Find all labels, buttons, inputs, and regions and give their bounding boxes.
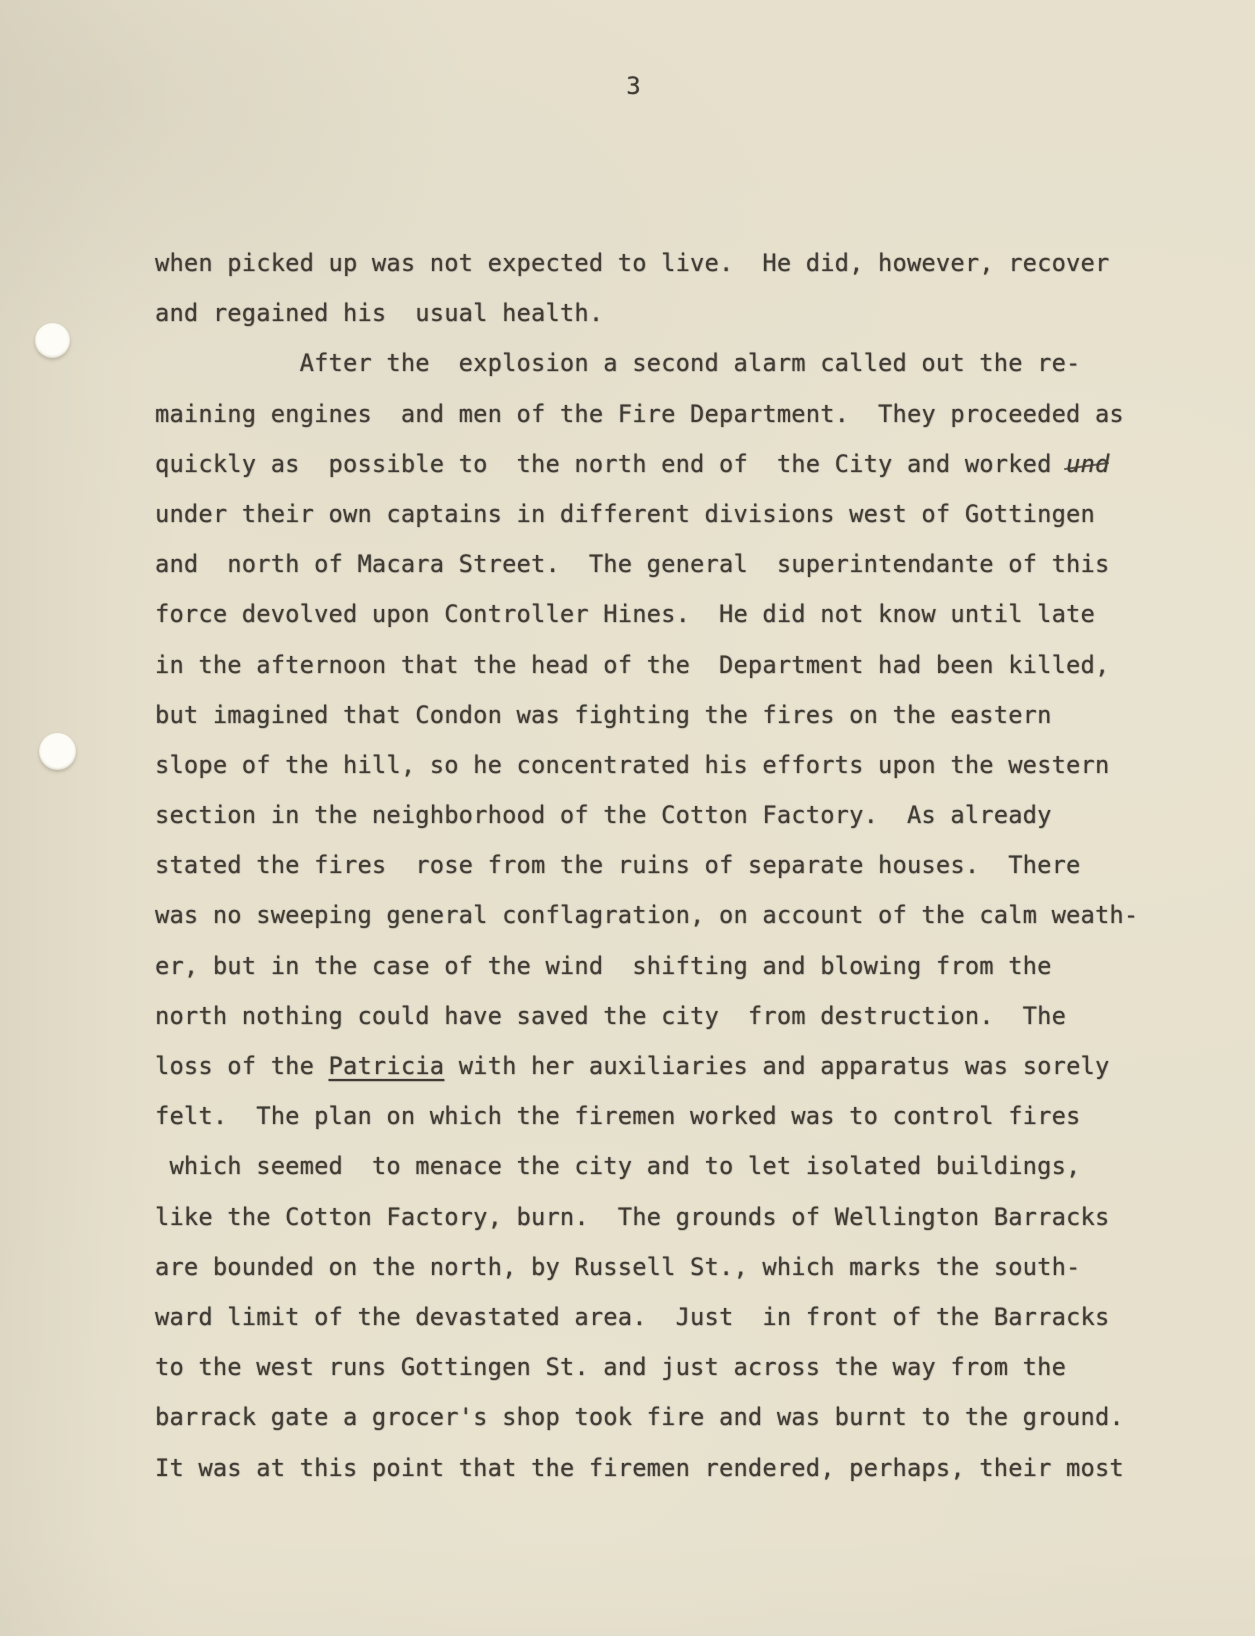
text-segment: felt. The plan on which the firemen worked was to control fires <box>155 1102 1081 1131</box>
text-line <box>155 1192 1185 1242</box>
text-line <box>155 690 1185 740</box>
text-block <box>155 238 1185 1493</box>
text-line <box>155 439 1185 489</box>
text-segment: which seemed to menace the city and to let isolated buildings, <box>155 1152 1081 1181</box>
text-segment: but imagined that Condon was fighting the fires on the eastern <box>155 700 1052 729</box>
text-segment: loss of the <box>155 1052 329 1080</box>
text-segment: ward limit of the devastated area. Just in front of the Barracks <box>155 1302 1110 1331</box>
text-segment: section in the neighborhood of the Cotton Factory. As already <box>155 801 1052 830</box>
page-number: 3 <box>626 72 641 100</box>
text-segment: stated the fires rose from the ruins of separate houses. There <box>155 851 1081 880</box>
text-segment: under their own captains in different divisions west of Gottingen <box>155 499 1095 528</box>
text-line <box>155 539 1185 589</box>
text-segment: to the west runs Gottingen St. and just across the way from the <box>155 1353 1067 1382</box>
text-line <box>155 790 1185 840</box>
text-segment: slope of the hill, so he concentrated his efforts upon the western <box>155 750 1110 779</box>
hole-punch-bottom <box>39 733 76 770</box>
text-segment: are bounded on the north, by Russell St., which marks the south- <box>155 1252 1081 1281</box>
text-segment: and north of Macara Street. The general superintendante of this <box>155 550 1110 579</box>
text-segment: maining engines and men of the Fire Department. They proceeded as <box>155 399 1124 428</box>
text-segment: force devolved upon Controller Hines. He did not know until late <box>155 600 1095 629</box>
text-line <box>155 489 1185 539</box>
text-line <box>155 389 1185 439</box>
text-segment: north nothing could have saved the city from destruction. The <box>155 1001 1067 1030</box>
text-line <box>155 991 1185 1041</box>
hole-punch-top <box>35 323 70 358</box>
text-line <box>155 1292 1185 1342</box>
text-line <box>155 1041 1185 1091</box>
text-segment: It was at this point that the firemen rendered, perhaps, their most <box>155 1453 1124 1482</box>
text-line <box>155 338 1185 388</box>
text-line <box>155 238 1185 288</box>
text-line <box>155 941 1185 991</box>
text-line <box>155 1091 1185 1141</box>
underlined-text: Patricia <box>328 1052 445 1080</box>
text-segment: was no sweeping general conflagration, on account of the calm weath- <box>155 901 1139 930</box>
text-line <box>155 1342 1185 1392</box>
text-segment: barrack gate a grocer's shop took fire and was burnt to the ground. <box>155 1403 1124 1432</box>
text-line <box>155 890 1185 940</box>
text-segment: quickly as possible to the north end of the City and worked <box>155 449 1067 478</box>
text-line <box>155 589 1185 639</box>
text-line <box>155 640 1185 690</box>
text-line <box>155 1242 1185 1292</box>
text-segment: er, but in the case of the wind shifting and blowing from the <box>155 951 1052 980</box>
struckout-text: und <box>1066 449 1110 478</box>
text-segment: with her auxiliaries and apparatus was sorely <box>444 1052 1110 1080</box>
text-segment: when picked up was not expected to live. He did, however, recover <box>155 249 1110 277</box>
text-line <box>155 288 1185 338</box>
text-line <box>155 1141 1185 1191</box>
text-segment: and regained his usual health. <box>155 299 604 328</box>
text-segment: in the afternoon that the head of the Department had been killed, <box>155 650 1110 679</box>
text-line <box>155 840 1185 890</box>
text-line <box>155 740 1185 790</box>
text-line <box>155 1443 1185 1493</box>
text-line <box>155 1392 1185 1442</box>
text-segment: After the explosion a second alarm called out the re- <box>155 349 1081 378</box>
text-segment: like the Cotton Factory, burn. The grounds of Wellington Barracks <box>155 1202 1110 1231</box>
